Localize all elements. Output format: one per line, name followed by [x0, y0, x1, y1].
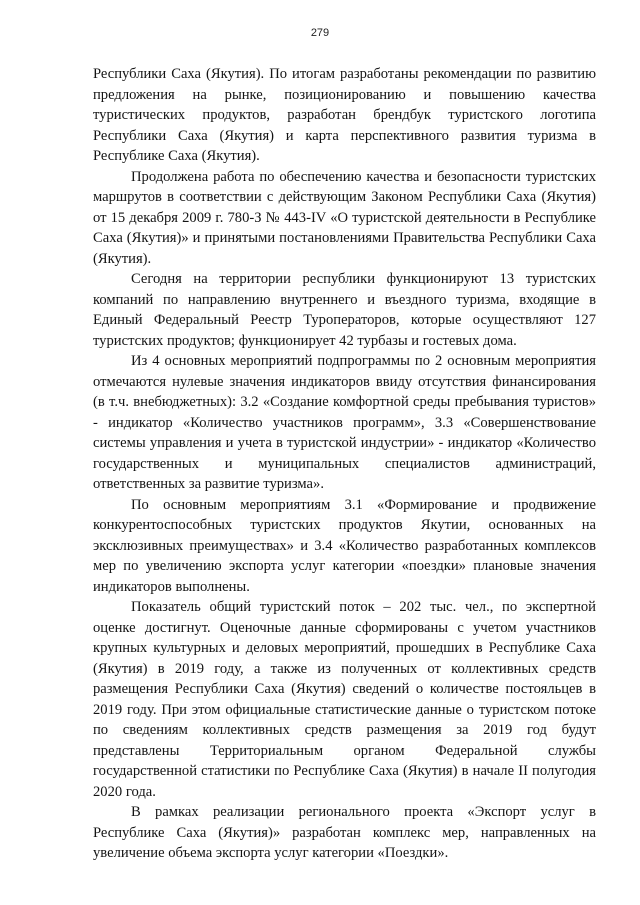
page-number: 279 — [310, 27, 330, 39]
paragraph: Показатель общий туристский поток – 202 тыс. чел., по экспертной оценке достигнут. Оценочные данные сформированы с учетом участников крупных культурных и деловых мероприятий, прошедших в Республике Саха (Якутия) в 2019 году, а также из полученных от коллективных средств размещения Республики Саха (Якутия) сведений о количестве постояльцев в 2019 году. При этом официальные статистические данные о туристском потоке по сведениям коллективных средств размещения за 2019 год будут представлены Территориальным органом Федеральной службы государственной статистики по Республике Саха (Якутия) в начале II полугодия 2020 года. — [93, 599, 596, 800]
paragraph: Республики Саха (Якутия). По итогам разработаны рекомендации по развитию предложения на рынке, позиционированию и повышению качества туристических продуктов, разработан брендбук туристского логотипа Республики Саха (Якутия) и карта перспективного развития туризма в Республике Саха (Якутия). — [93, 66, 596, 164]
paragraph: В рамках реализации регионального проекта «Экспорт услуг в Республике Саха (Якутия)» разработан комплекс мер, направленных на увеличение объема экспорта услуг категории «Поездки». — [93, 804, 596, 861]
paragraph: Сегодня на территории республики функционируют 13 туристских компаний по направлению внутреннего и въездного туризма, входящие в Единый Федеральный Реестр Туроператоров, которые осуществляют 127 туристских продуктов; функционирует 42 турбазы и гостевых дома. — [93, 271, 596, 349]
document-body — [93, 64, 596, 864]
paragraph: Продолжена работа по обеспечению качества и безопасности туристских маршрутов в соответствии с действующим Законом Республики Саха (Якутия) от 15 декабря 2009 г. 780-З № 443-IV «О туристской деятельности в Республике Саха (Якутия)» и принятыми постановлениями Правительства Республики Саха (Якутия). — [93, 168, 596, 267]
paragraph: По основным мероприятиям 3.1 «Формирование и продвижение конкурентоспособных туристских продуктов Якутии, основанных на эксклюзивных преимуществах» и 3.4 «Количество разработанных комплексов мер по увеличению экспорта услуг категории «поездки» плановые значения индикаторов выполнены. — [93, 496, 596, 595]
paragraph: Из 4 основных мероприятий подпрограммы по 2 основным мероприятия отмечаются нулевые значения индикаторов ввиду отсутствия финансирования (в т.ч. внебюджетных): 3.2 «Создание комфортной среды пребывания туристов» - индикатор «Количество участников программ», 3.3 «Совершенствование системы управления и учета в туристской индустрии» - индикатор «Количество государственных и муниципальных специалистов администраций, ответственных за развитие туризма». — [93, 353, 596, 492]
